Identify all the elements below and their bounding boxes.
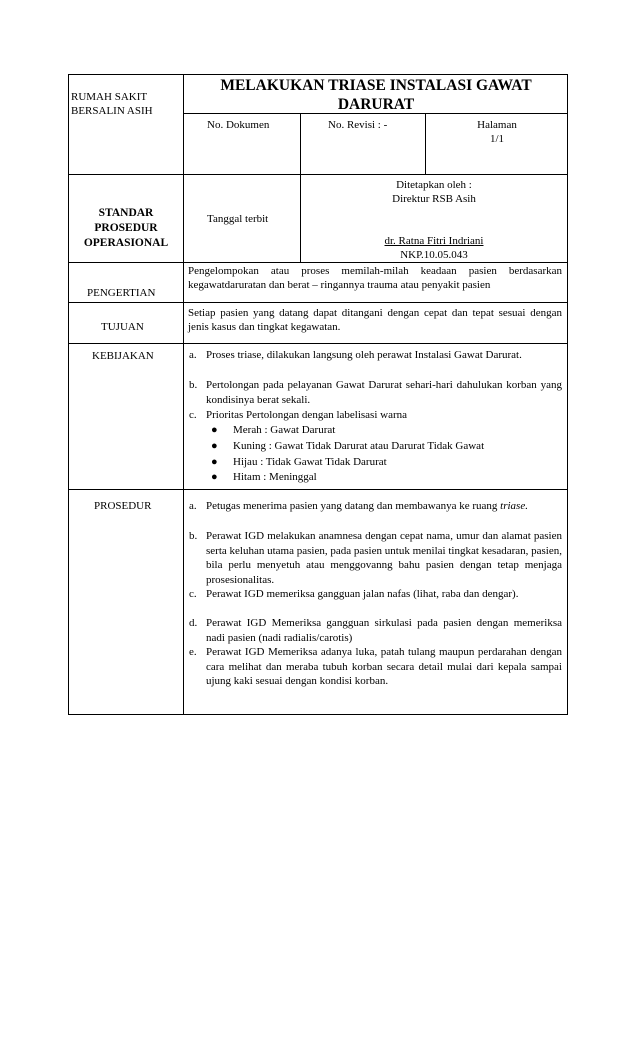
prosedur-item-italic: triase. bbox=[500, 500, 528, 512]
tanggal-terbit-label: Tanggal terbit bbox=[207, 213, 269, 225]
prosedur-item bbox=[206, 499, 562, 514]
bullet-icon: ● bbox=[211, 440, 218, 452]
prosedur-item: Perawat IGD melakukan anamnesa dengan cepat nama, umur dan alamat pasien serta keluhan utama pasien, pada pasien untuk menilai tingkat kesadaran, pasien, bila perlu menyetuh atau menggovanng bahu pasien dengan tetap menjaga prosesionalitas. bbox=[206, 530, 562, 586]
prosedur-label: PROSEDUR bbox=[94, 500, 152, 512]
table-border-top bbox=[68, 74, 568, 75]
ditetapkan-oleh: Ditetapkan oleh : bbox=[396, 179, 472, 191]
halaman-label: Halaman bbox=[477, 119, 517, 131]
label-color-text: Hitam : Meninggal bbox=[233, 471, 317, 483]
label-color-text: Kuning : Gawat Tidak Darurat atau Darurat Tidak Gawat bbox=[233, 440, 485, 452]
table-rule-col-dokumen bbox=[300, 113, 301, 262]
bullet-icon: ● bbox=[211, 456, 218, 468]
document-title: MELAKUKAN TRIASE INSTALASI GAWAT DARURAT bbox=[220, 77, 532, 113]
table-border-left bbox=[68, 74, 69, 715]
nama-direktur: dr. Ratna Fitri Indriani bbox=[384, 235, 484, 247]
prosedur-marker: a. bbox=[189, 500, 197, 512]
prosedur-item: Perawat IGD memeriksa gangguan jalan nafas (lihat, raba dan dengar). bbox=[206, 588, 519, 600]
prosedur-item: Perawat IGD Memeriksa adanya luka, patah tulang maupun perdarahan dengan cara melihat dan meraba tubuh korban secara detail mulai dari kepala sampai ujung kaki sesuai dengan kondisi korban. bbox=[206, 646, 562, 688]
hospital-name: RUMAH SAKIT BERSALIN ASIH bbox=[71, 91, 153, 117]
prosedur-marker: b. bbox=[189, 530, 198, 542]
halaman-value: 1/1 bbox=[489, 133, 505, 145]
sop-label: STANDAR PROSEDUR OPERASIONAL bbox=[83, 207, 169, 249]
prosedur-marker: e. bbox=[189, 646, 197, 658]
table-rule-pengertian-bottom bbox=[68, 302, 568, 303]
tujuan-label: TUJUAN bbox=[101, 321, 144, 333]
table-rule-tujuan-bottom bbox=[68, 343, 568, 344]
bullet-icon: ● bbox=[211, 471, 218, 483]
kebijakan-item: Prioritas Pertolongan dengan labelisasi warna bbox=[206, 409, 408, 421]
pengertian-label: PENGERTIAN bbox=[87, 287, 156, 299]
kebijakan-label: KEBIJAKAN bbox=[92, 350, 154, 362]
prosedur-item-text: Petugas menerima pasien yang datang dan membawanya ke ruang bbox=[206, 500, 498, 512]
nkp-number: NKP.10.05.043 bbox=[400, 249, 468, 261]
table-border-right bbox=[567, 74, 568, 715]
table-rule-col1 bbox=[183, 74, 184, 715]
prosedur-item: Perawat IGD Memeriksa gangguan sirkulasi pada pasien dengan memeriksa nadi pasien (nadi radialis/carotis) bbox=[206, 617, 562, 644]
label-color-text: Hijau : Tidak Gawat Tidak Darurat bbox=[233, 456, 387, 468]
tujuan-text: Setiap pasien yang datang dapat ditangani dengan cepat dan tepat sesuai dengan jenis kasus dan tingkat kegawatan. bbox=[188, 307, 562, 333]
pengertian-text: Pengelompokan atau proses memilah-milah keadaan pasien berdasarkan kegawatdaruratan dan berat – ringannya trauma atau penyakit pasien bbox=[188, 265, 562, 291]
kebijakan-item: Proses triase, dilakukan langsung oleh perawat Instalasi Gawat Darurat. bbox=[206, 349, 522, 361]
kebijakan-item: Pertolongan pada pelayanan Gawat Darurat sehari-hari dahulukan korban yang kondisinya berat sekali. bbox=[206, 379, 562, 406]
table-rule-sop-bottom bbox=[68, 262, 568, 263]
kebijakan-marker: a. bbox=[189, 349, 197, 361]
prosedur-marker: d. bbox=[189, 617, 198, 629]
no-revisi-label: No. Revisi : - bbox=[328, 119, 388, 131]
jabatan-direktur: Direktur RSB Asih bbox=[392, 193, 476, 205]
kebijakan-marker: c. bbox=[189, 409, 197, 421]
bullet-icon: ● bbox=[211, 424, 218, 436]
table-rule-col-revisi bbox=[425, 113, 426, 174]
table-rule-kebijakan-bottom bbox=[68, 489, 568, 490]
label-color-text: Merah : Gawat Darurat bbox=[233, 424, 336, 436]
prosedur-marker: c. bbox=[189, 588, 197, 600]
table-border-bottom bbox=[68, 714, 568, 715]
kebijakan-marker: b. bbox=[189, 379, 198, 391]
table-rule-header-bottom bbox=[68, 174, 568, 175]
no-dokumen-label: No. Dokumen bbox=[207, 119, 270, 131]
